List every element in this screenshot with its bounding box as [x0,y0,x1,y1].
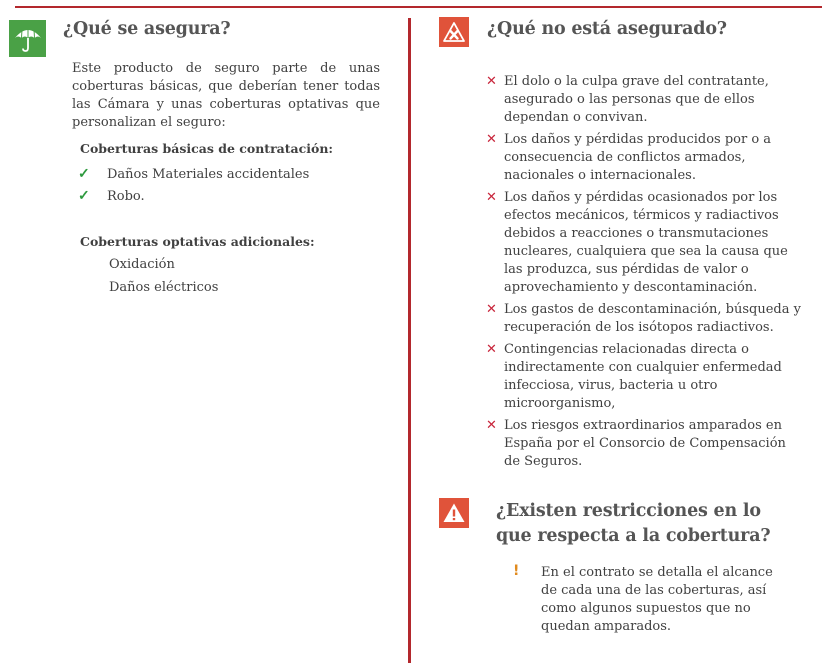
intro-text: Este producto de seguro parte de unas coberturas básicas, que deberían tener todas las Cámara y unas coberturas optativas que personalizan el seguro: [72,61,380,130]
optional-coverage-heading: Coberturas optativas adicionales: [80,234,315,249]
top-rule [15,6,822,8]
list-item [78,163,309,185]
column-divider [408,18,411,663]
list-item [486,301,806,337]
exclusion-text: Los daños y pérdidas producidos por o a consecuencia de conflictos armados, nacionales o internacionales. [504,132,772,183]
cross-icon: ✕ [486,342,497,357]
umbrella-icon [9,20,46,57]
exclusion-text: Los gastos de descontaminación, búsqueda y recuperación de los isótopos radiactivos. [504,302,801,335]
list-item-label: Daños Materiales accidentales [107,166,310,182]
cross-icon: ✕ [486,302,497,317]
check-icon: ✓ [78,188,90,204]
restrictions-text: En el contrato se detalla el alcance de cada una de las coberturas, así como algunos supuestos que no quedan amparados. [541,565,773,634]
list-item [486,189,806,297]
list-item [486,73,806,127]
basic-coverage-list [78,163,309,207]
exclusions-list [486,73,806,475]
exclamation-icon: ! [513,563,520,579]
exclusion-text: El dolo o la culpa grave del contratante, asegurado o las personas que de ellos dependan o convivan. [504,74,769,125]
list-item: Oxidación [109,257,175,272]
cross-triangle-icon [439,17,469,47]
list-item-label: Robo. [107,188,145,204]
exclusion-text: Los daños y pérdidas ocasionados por los efectos mecánicos, térmicos y radiactivos debidos a reacciones o transmutaciones nucleares, cualquiera que sea la causa que las produzca, sus pérdidas de valor o aprovechamiento y descontaminación. [504,190,788,295]
restrictions-heading: ¿Existen restricciones en lo que respecta a la cobertura? [496,501,771,546]
exclusion-text: Contingencias relacionadas directa o indirectamente con cualquier enfermedad infecciosa, virus, bacteria u otro microorganismo, [504,342,782,411]
cross-icon: ✕ [486,74,497,89]
list-item: Daños eléctricos [109,280,219,295]
list-item [486,417,806,471]
cross-icon: ✕ [486,190,497,205]
cross-icon: ✕ [486,418,497,433]
list-item [78,185,309,207]
cross-icon: ✕ [486,132,497,147]
list-item [486,341,806,413]
optional-coverage-list [109,256,218,302]
exclusion-text: Los riesgos extraordinarios amparados en España por el Consorcio de Compensación de Seguros. [504,418,786,469]
list-item [486,131,806,185]
covered-heading: ¿Qué se asegura? [63,19,231,39]
check-icon: ✓ [78,166,90,182]
basic-coverage-heading: Coberturas básicas de contratación: [80,141,334,156]
warning-icon [439,498,469,528]
not-covered-heading: ¿Qué no está asegurado? [487,19,727,39]
